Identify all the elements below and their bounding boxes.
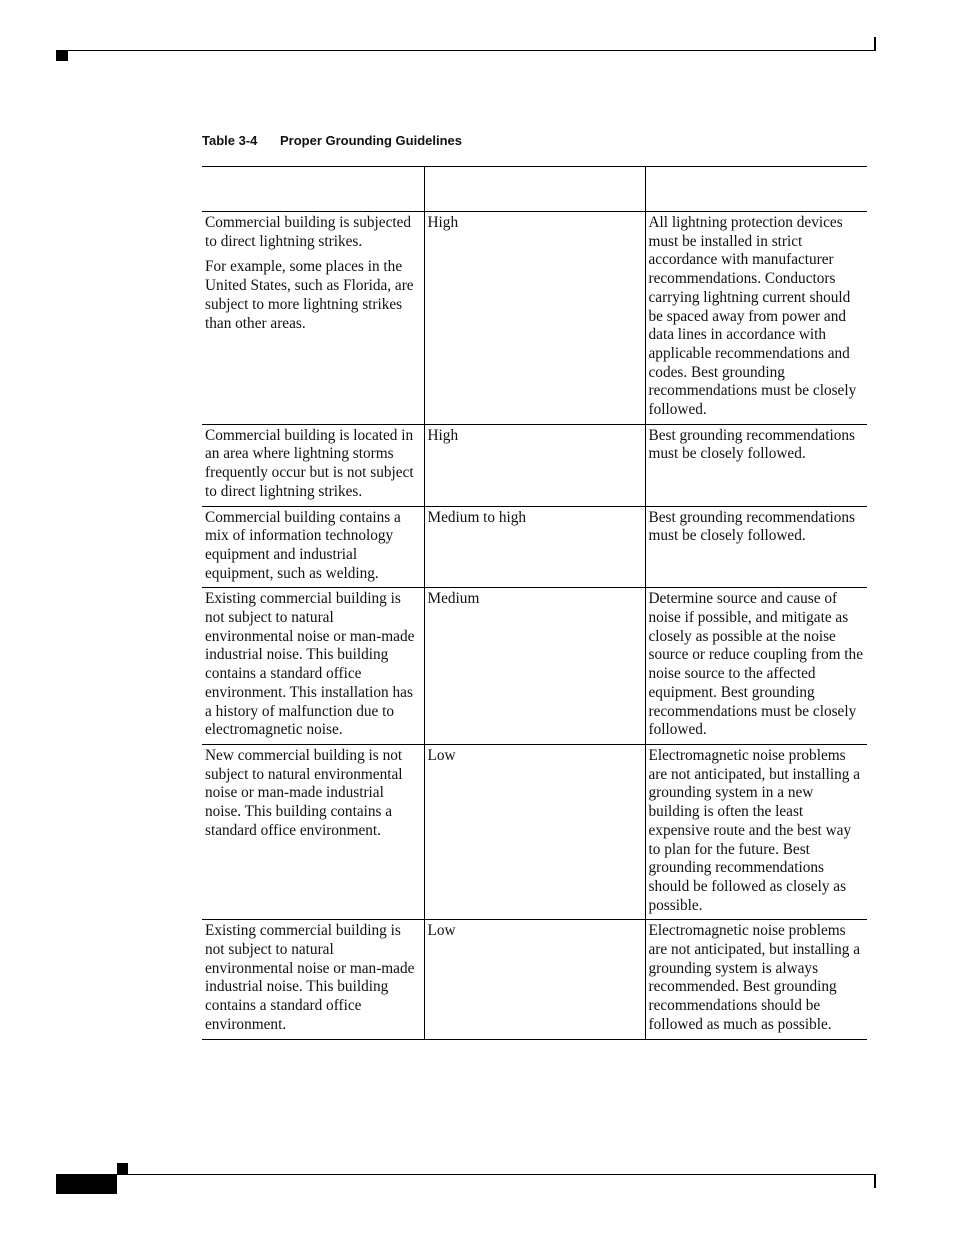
recommendations-cell: Determine source and cause of noise if possible, and mitigate as closely as possible at the noise source or reduce coupling from the noise source to the affected equipment. Best grounding recommendations must be closely followed. <box>645 588 867 745</box>
environment-text: Commercial building is subjected to direct lightning strikes. <box>205 214 412 250</box>
severity-cell: Medium <box>424 588 645 745</box>
table-row <box>202 424 867 506</box>
severity-cell: High <box>424 424 645 506</box>
environment-cell <box>202 212 424 425</box>
environment-example-text: For example, some places in the United States, such as Florida, are subject to more lightning strikes than other areas. <box>205 258 414 332</box>
table-row <box>202 744 867 919</box>
footer-edge-tick <box>874 1175 876 1188</box>
footer-page-tab <box>56 1174 117 1194</box>
environment-text: Commercial building is located in an area where lightning storms frequently occur but is not subject to direct lightning strikes. <box>205 426 414 500</box>
table-title: Proper Grounding Guidelines <box>280 133 463 148</box>
table-row <box>202 212 867 425</box>
header-corner-marker <box>56 50 68 61</box>
table-header-row <box>202 167 867 212</box>
environment-text: New commercial building is not subject to natural environmental noise or man-made industrial noise. This building contains a standard office environment. <box>205 746 403 839</box>
recommendations-cell: Best grounding recommendations must be closely followed. <box>645 506 867 588</box>
header-cell-severity <box>424 167 645 212</box>
environment-cell <box>202 424 424 506</box>
grounding-guidelines-table <box>202 166 867 1040</box>
severity-cell: Low <box>424 744 645 919</box>
environment-text: Existing commercial building is not subject to natural environmental noise or man-made industrial noise. This building contains a standard office environment. This installation has a history of malfunction due to electromagnetic noise. <box>205 590 415 739</box>
environment-cell <box>202 920 424 1039</box>
footer-rule <box>56 1174 876 1175</box>
environment-text: Existing commercial building is not subject to natural environmental noise or man-made industrial noise. This building contains a standard office environment. <box>205 922 415 1033</box>
header-cell-recommendations <box>645 167 867 212</box>
severity-cell: Low <box>424 920 645 1039</box>
environment-cell <box>202 588 424 745</box>
recommendations-cell: Electromagnetic noise problems are not anticipated, but installing a grounding system in a new building is often the least expensive route and the best way to plan for the future. Best grounding recommendations should be followed as closely as possible. <box>645 744 867 919</box>
environment-cell <box>202 506 424 588</box>
header-cell-environment <box>202 167 424 212</box>
table-number: Table 3-4 <box>202 133 258 148</box>
environment-cell <box>202 744 424 919</box>
recommendations-cell: All lightning protection devices must be installed in strict accordance with manufacturer recommendations. Conductors carrying lightning current should be spaced away from power and data lines in accordance with applicable recommendations and codes. Best grounding recommendations must be closely followed. <box>645 212 867 425</box>
severity-cell: High <box>424 212 645 425</box>
recommendations-cell: Electromagnetic noise problems are not anticipated, but installing a grounding system is always recommended. Best grounding recommendations should be followed as much as possible. <box>645 920 867 1039</box>
table-row <box>202 920 867 1039</box>
environment-text: Commercial building contains a mix of information technology equipment and industrial equipment, such as welding. <box>205 508 401 582</box>
table-row <box>202 506 867 588</box>
footer-corner-marker <box>117 1163 128 1174</box>
table-row <box>202 588 867 745</box>
recommendations-cell: Best grounding recommendations must be closely followed. <box>645 424 867 506</box>
severity-cell: Medium to high <box>424 506 645 588</box>
table-caption <box>202 133 462 148</box>
header-edge-tick <box>874 37 876 51</box>
header-rule <box>56 50 876 51</box>
